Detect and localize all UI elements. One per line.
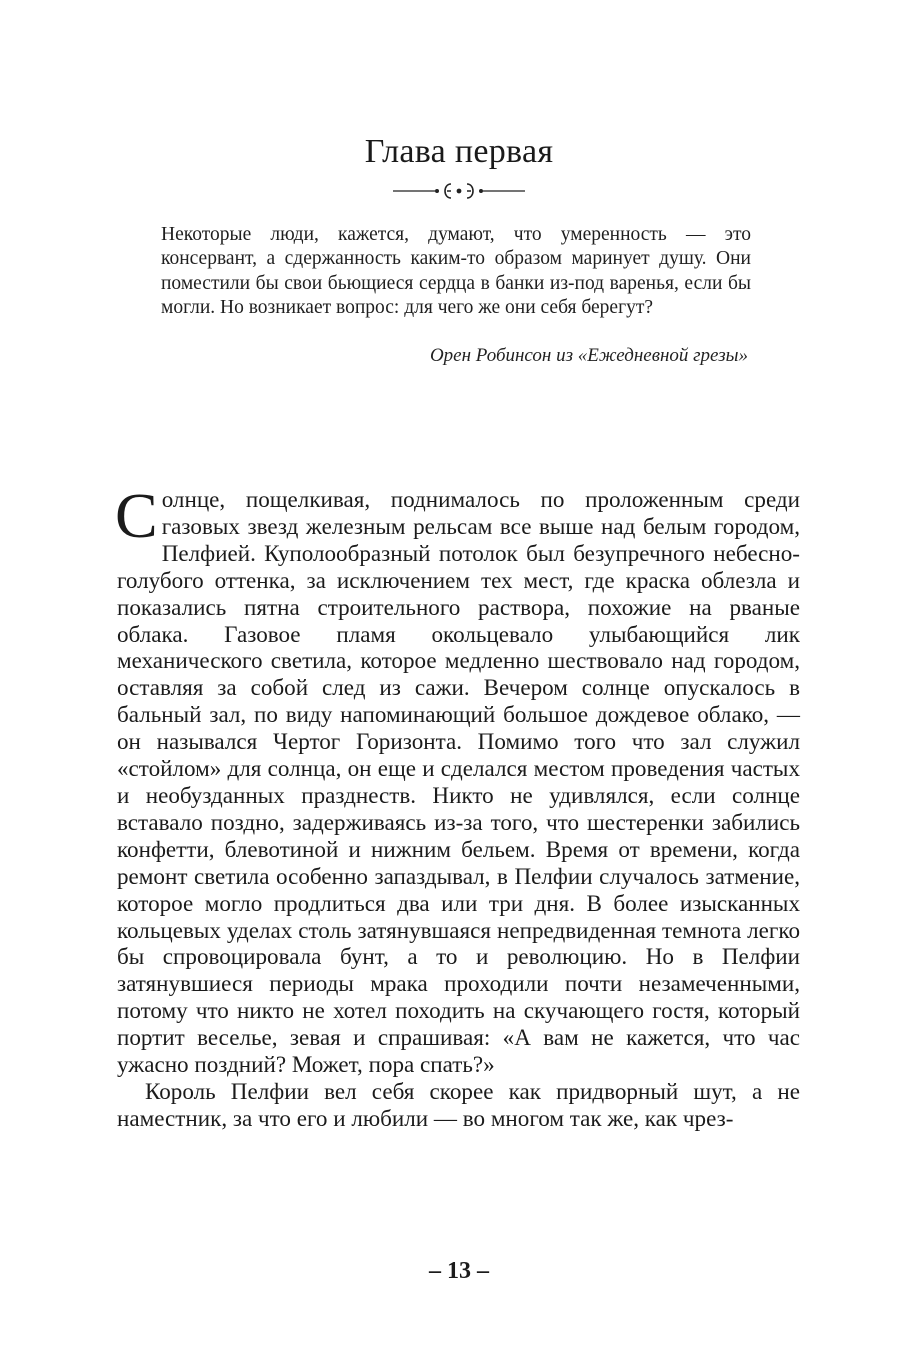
epigraph-text: Некоторые люди, кажется, думают, что умеренность — это консервант, а сдержанность каким-то образом маринует душу. Они поместили бы свои бьющиеся сердца в банки из-под варенья, если бы могли. Но возникает вопрос: для чего же они себя берегут? (161, 224, 751, 319)
decorative-scroll-divider-icon (391, 180, 527, 202)
page-number: – 13 – (429, 1258, 489, 1284)
paragraph-1-text: олнце, пощелкивая, поднималось по проложенным среди газовых звезд железным рельсам все выше над белым городом, Пелфией. Куполообразный потолок был безупречного небесно-голубого оттенка, за исключением тех мест, где краска облезла и показались пятна строительного раствора, похожие на рваные облака. Газовое пламя окольцевало улыбающийся лик механического светила, которое медленно шествовало над городом, оставляя за собой след из сажи. Вечером солнце опускалось в бальный зал, по виду напоминающий большое дождевое облако, — он назывался Чертог Горизонта. Помимо того что зал служил «стойлом» для солнца, он еще и сделался местом проведения частых и необузданных празднеств. Никто не удивлялся, если солнце вставало поздно, задерживаясь из-за того, что шестеренки забились конфетти, блевотиной и нижним бельем. Время от времени, когда ремонт светила особенно запаздывал, в Пелфии случалось затмение, которое могло продлиться два или три дня. В более изысканных кольцевых уделах столь затянувшаяся непредвиденная темнота легко бы спровоцировала бунт, а то и революцию. Но в Пелфии затянувшиеся периоды мрака проходили почти незамеченными, потому что никто не хотел походить на скучающего гостя, который портит веселье, зевая и спрашивая: «А вам не кажется, что час ужасно поздний? Может, пора спать?» (117, 486, 800, 1078)
epigraph-attribution: Орен Робинсон из «Ежедневной грезы» (429, 345, 748, 366)
chapter-title: Глава первая (364, 133, 554, 170)
chapter-body (115, 480, 800, 1132)
paragraph-2: Король Пелфии вел себя скорее как придворный шут, а не наместник, за что его и любили — во многом так же, как чрез- (117, 1077, 800, 1131)
paragraph-1 (115, 480, 800, 1078)
drop-cap: С (115, 480, 158, 551)
epigraph (161, 223, 751, 321)
